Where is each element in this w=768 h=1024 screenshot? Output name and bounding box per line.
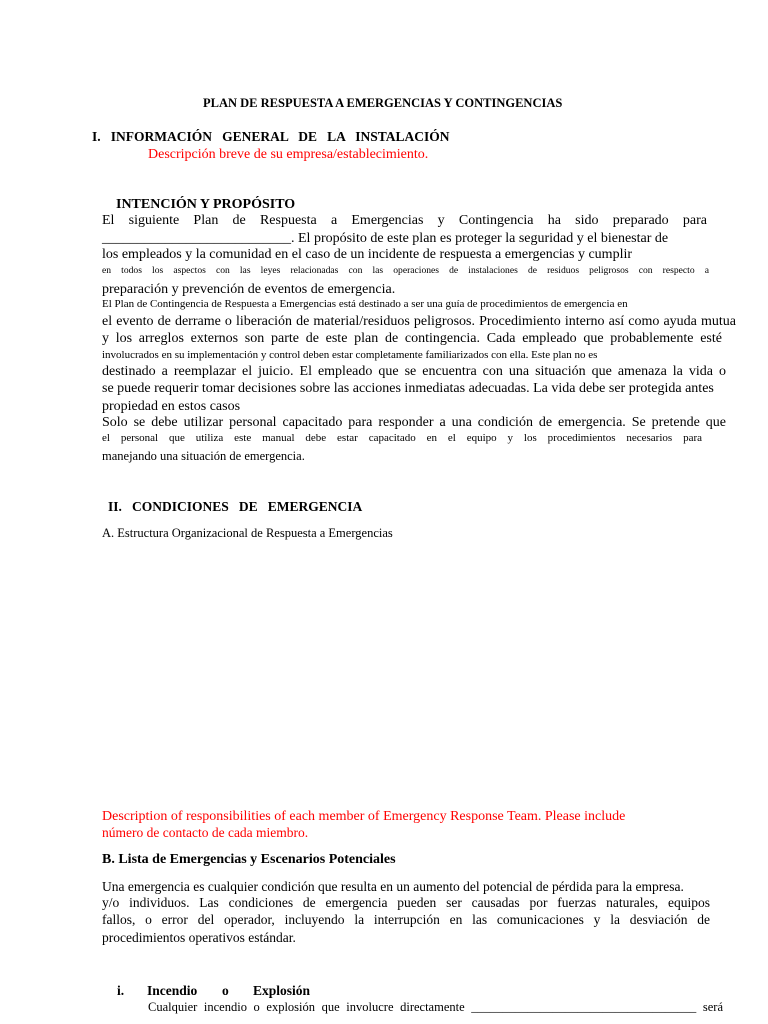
paragraph-b-line-2: y/o individuos. Las condiciones de emergencia pueden ser causadas por fuerzas naturales, equipos: [102, 895, 710, 910]
intent-line-9: involucrados en su implementación y control deben estar completamente familiarizados con ella. Este plan no es: [102, 349, 598, 361]
item-i-title-word-3: Explosión: [253, 983, 311, 998]
intent-line-3: los empleados y la comunidad en el caso de un incidente de respuesta a emergencias y cumplir: [102, 247, 633, 262]
item-i-text: Cualquier incendio o explosión que involucre directamente ____________________________________ será: [148, 1000, 723, 1014]
intent-line-13: Solo se debe utilizar personal capacitado para responder a una condición de emergencia. Se pretende que: [102, 415, 726, 430]
paragraph-b-line-3: fallos, o error del operador, incluyendo la interrupción en las comunicaciones y la desviación de: [102, 912, 710, 927]
intent-line-15: manejando una situación de emergencia.: [102, 449, 305, 463]
paragraph-b-line-4: procedimientos operativos estándar.: [102, 930, 296, 945]
intent-line-12: propiedad en estos casos: [102, 399, 241, 414]
intent-line-14: el personal que utiliza este manual debe estar capacitado en el equipo y los procedimientos necesarios para: [102, 432, 702, 444]
item-i-title-word-2: o: [222, 983, 229, 998]
intent-line-2: ___________________________. El propósito de este plan es proteger la seguridad y el bienestar de: [102, 231, 669, 246]
intent-line-7: el evento de derrame o liberación de material/residuos peligrosos. Procedimiento interno así como ayuda mutua: [102, 314, 736, 329]
intent-line-4: en todos los aspectos con las leyes relacionadas con las operaciones de instalaciones de residuos peligrosos con respecto a: [102, 265, 709, 276]
responsibilities-placeholder-line-1: Description of responsibilities of each member of Emergency Response Team. Please include: [102, 809, 626, 824]
intent-line-5: preparación y prevención de eventos de emergencia.: [102, 282, 396, 297]
section-2-heading: II. CONDICIONES DE EMERGENCIA: [108, 499, 363, 514]
responsibilities-placeholder-line-2: número de contacto de cada miembro.: [102, 825, 309, 840]
intent-line-6: El Plan de Contingencia de Respuesta a Emergencias está destinado a ser una guía de procedimientos de emergencia en: [102, 298, 628, 310]
intent-line-10: destinado a reemplazar el juicio. El empleado que se encuentra con una situación que amenaza la vida o: [102, 364, 726, 379]
item-i-number: i.: [117, 983, 125, 998]
intent-heading: INTENCIÓN Y PROPÓSITO: [116, 197, 296, 212]
subsection-a-heading: A. Estructura Organizacional de Respuesta a Emergencias: [102, 526, 393, 540]
intent-line-1: El siguiente Plan de Respuesta a Emergencias y Contingencia ha sido preparado para: [102, 213, 707, 228]
item-i-title-word-1: Incendio: [147, 983, 198, 998]
facility-description-placeholder: Descripción breve de su empresa/establecimiento.: [148, 147, 429, 162]
section-1-heading: I. INFORMACIÓN GENERAL DE LA INSTALACIÓN: [92, 129, 450, 144]
document-title: PLAN DE RESPUESTA A EMERGENCIAS Y CONTINGENCIAS: [203, 96, 563, 110]
paragraph-b-line-1: Una emergencia es cualquier condición que resulta en un aumento del potencial de pérdida para la empresa.: [102, 879, 684, 894]
intent-line-11: se puede requerir tomar decisiones sobre las acciones inmediatas adecuadas. La vida debe ser protegida antes: [102, 381, 714, 396]
subsection-b-heading: B. Lista de Emergencias y Escenarios Potenciales: [102, 852, 396, 867]
intent-line-8: y los arreglos externos son parte de este plan de contingencia. Cada empleado que probablemente esté: [102, 331, 722, 346]
